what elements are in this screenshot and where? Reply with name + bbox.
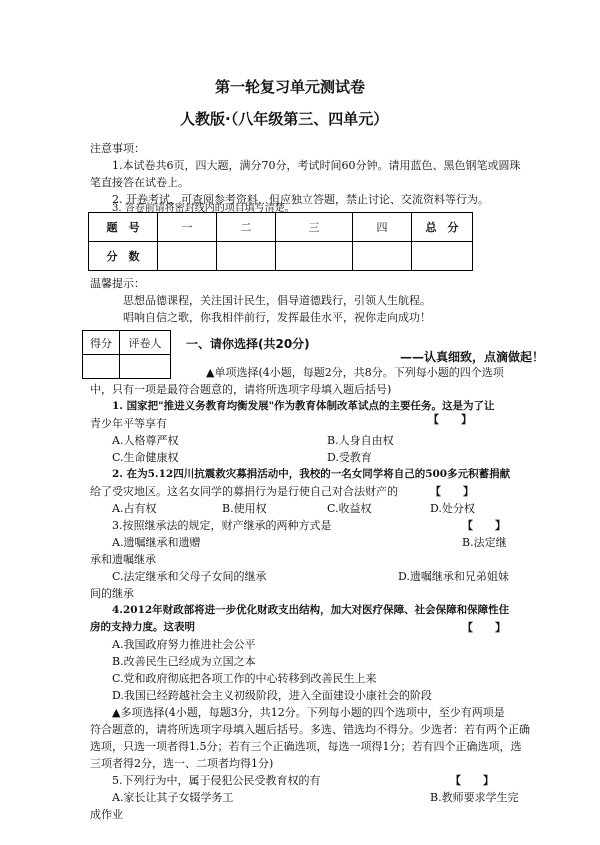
answer-bracket[interactable]: 【 】 — [462, 519, 506, 532]
notice-heading: 注意事项： — [90, 142, 145, 155]
option: B.法定继 — [462, 536, 507, 549]
instructions: 中，只有一项是最符合题意的，请将所选项字母填入题后括号) — [90, 383, 392, 396]
page-subtitle: 人教版·（八年级第三、四单元） — [180, 110, 389, 128]
question-stem: 4.2012年财政部将进一步优化财政支出结构，加大对医疗保障、社会保障和保障性住 — [112, 604, 510, 616]
option: A.家长让其子女辍学务工 — [112, 791, 234, 804]
option: B.教师要求学生完 — [430, 791, 519, 804]
score-cell[interactable] — [412, 242, 473, 271]
option: D.处分权 — [430, 502, 475, 515]
tips-heading: 温馨提示： — [90, 277, 145, 290]
question-stem: 给了受灾地区。这名女同学的募捐行为是行使自己对合法财产的 — [90, 485, 398, 498]
option: B.使用权 — [222, 502, 267, 515]
table-cell: 四 — [353, 213, 412, 242]
notice-item: 3. 答卷前请将密封线内的项目填写清楚。 — [112, 203, 295, 214]
option: C.生命健康权 — [112, 451, 179, 464]
instructions: 符合题意的，请将所选项字母填入题后括号。多选、错选均不得分。少选者：若有两个正确 — [90, 723, 530, 736]
question-stem: 房的支持力度。这表明 — [90, 621, 195, 633]
table-cell: 题 号 — [89, 213, 158, 242]
score-cell[interactable] — [120, 355, 171, 379]
option: D.受教育 — [327, 451, 372, 464]
option: C.党和政府彻底把各项工作的中心转移到改善民生上来 — [112, 672, 377, 685]
table-cell: 二 — [217, 213, 276, 242]
notice-item: 1.本试卷共6页，四大题，满分70分，考试时间60分钟。请用蓝色、黑色钢笔或圆珠 — [112, 159, 521, 172]
answer-bracket[interactable]: 【 】 — [430, 485, 474, 498]
option: D.遗嘱继承和兄弟姐妹 — [398, 570, 509, 583]
score-cell[interactable] — [158, 242, 217, 271]
section-title: 一、请你选择(共20分) — [186, 337, 310, 351]
answer-bracket[interactable]: 【 】 — [428, 413, 472, 426]
option: A.占有权 — [112, 502, 157, 515]
table-cell: 一 — [158, 213, 217, 242]
grader-table — [82, 330, 171, 379]
option: B.改善民生已经成为立国之本 — [112, 655, 256, 668]
table-row — [89, 213, 473, 242]
score-cell[interactable] — [217, 242, 276, 271]
section-motto: ——认真细致，点滴做起！ — [400, 350, 545, 364]
question-stem: 1. 国家把"推进义务教育均衡发展"作为教育体制改革试点的主要任务。这是为了让 — [112, 400, 495, 412]
option: A.遗嘱继承和遗赠 — [112, 536, 201, 549]
tips-line: 思想品德课程，关注国计民生，倡导道德践行，引领人生航程。 — [123, 294, 431, 307]
table-row — [89, 242, 473, 271]
instructions: 三项者得2分，选一、二项者均得1分) — [90, 757, 274, 770]
table-row — [83, 331, 171, 355]
notice-item: 2. 开卷考试，可查阅参考资料，但应独立答题，禁止讨论、交流资料等行为。 — [112, 193, 489, 206]
option: A.我国政府努力推进社会公平 — [112, 638, 256, 651]
option: A.人格尊严权 — [112, 434, 179, 447]
tips-line: 唱响自信之歌，你我相伴前行，发挥最佳水平，祝你走向成功！ — [123, 311, 431, 324]
question-stem: 2. 在为5.12四川抗震救灾募捐活动中，我校的一名女同学将自己的500多元积蓄捐献 — [112, 468, 511, 480]
table-cell: 分 数 — [89, 242, 158, 271]
score-table — [88, 212, 473, 271]
score-cell[interactable] — [83, 355, 120, 379]
table-cell: 总 分 — [412, 213, 473, 242]
instructions: ▲单项选择(4小题，每题2分，共8分。下列每小题的四个选项 — [206, 366, 504, 379]
option: B.人身自由权 — [327, 434, 394, 447]
question-stem: 青少年平等享有 — [90, 417, 167, 430]
answer-bracket[interactable]: 【 】 — [450, 774, 494, 787]
answer-bracket[interactable]: 【 】 — [462, 621, 506, 634]
option: D.我国已经跨越社会主义初级阶段，进入全面建设小康社会的阶段 — [112, 689, 432, 702]
question-stem: 5.下列行为中，属于侵犯公民受教育权的有 — [112, 774, 321, 787]
page-title: 第一轮复习单元测试卷 — [215, 78, 366, 96]
option: 承和遗嘱继承 — [90, 553, 156, 566]
table-cell: 得分 — [83, 331, 120, 355]
option: 间的继承 — [90, 587, 134, 600]
score-cell[interactable] — [276, 242, 353, 271]
option: 成作业 — [90, 808, 123, 821]
question-stem: 3.按照继承法的规定，财产继承的两种方式是 — [112, 519, 332, 532]
instructions: 选项，只选一项者得1.5分；若有三个正确选项，每选一项得1分；若有四个正确选项，选 — [90, 740, 522, 753]
score-cell[interactable] — [353, 242, 412, 271]
option: C.收益权 — [327, 502, 372, 515]
option: C.法定继承和父母子女间的继承 — [112, 570, 267, 583]
table-cell: 三 — [276, 213, 353, 242]
instructions: ▲多项选择(4小题，每题3分，共12分。下列每小题的四个选项中，至少有两项是 — [112, 706, 505, 719]
notice-item: 笔直接答在试卷上。 — [90, 176, 189, 189]
table-cell: 评卷人 — [120, 331, 171, 355]
table-row — [83, 355, 171, 379]
